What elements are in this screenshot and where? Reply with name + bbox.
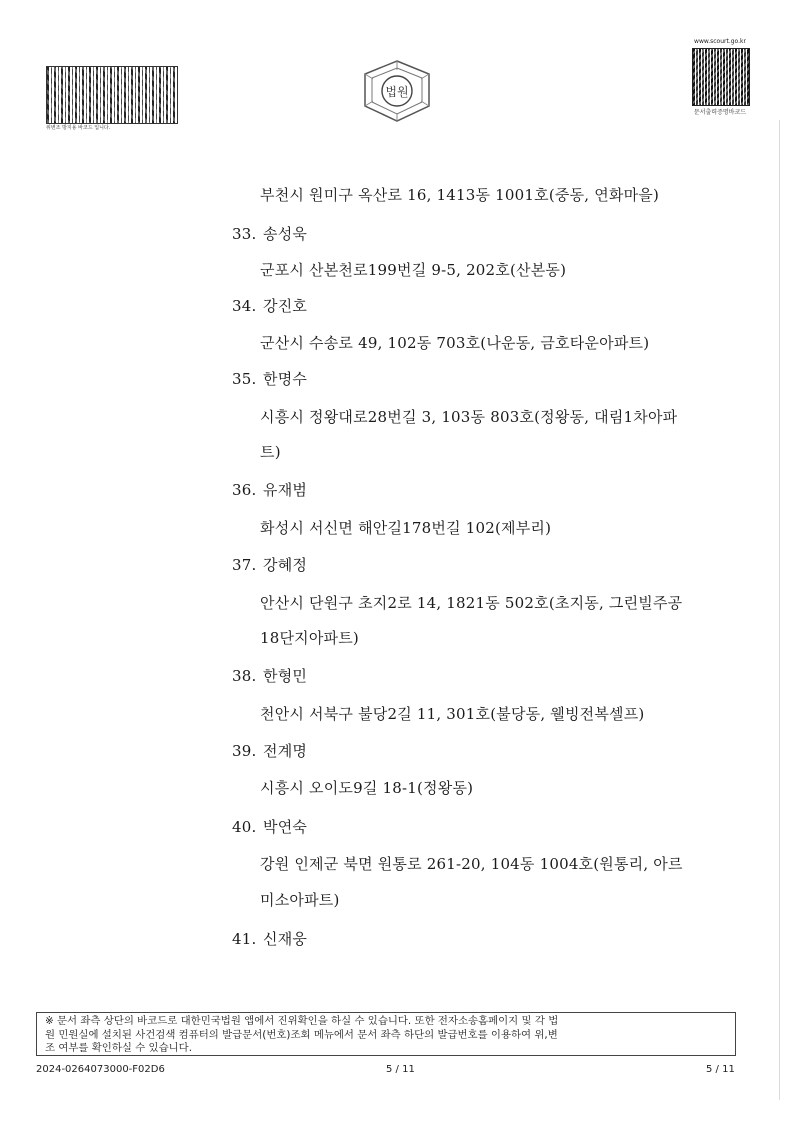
item-number: 35. [232, 370, 257, 388]
site-url: www.scourt.go.kr [694, 38, 746, 45]
person-name: 한명수 [263, 370, 308, 388]
seal-text: 법원 [385, 85, 409, 99]
person-name: 한형민 [263, 667, 308, 685]
address-line: 천안시 서북구 불당2길 11, 301호(불당동, 웰빙전복셀프) [260, 705, 645, 723]
barcode-caption: 위변조 방지용 바코드 입니다. [46, 125, 111, 131]
person-name: 전계명 [263, 742, 308, 760]
item-number: 34. [232, 297, 257, 315]
item-number: 36. [232, 481, 257, 499]
qr-code [692, 48, 750, 106]
address-line: 군포시 산본천로199번길 9-5, 202호(산본동) [260, 261, 567, 279]
address-line: 군산시 수송로 49, 102동 703호(나운동, 금호타운아파트) [260, 334, 650, 352]
court-seal-icon [358, 58, 436, 124]
address-line: 안산시 단원구 초지2로 14, 1821동 502호(초지동, 그린빌주공 [260, 594, 683, 612]
notice-line: 원 민원실에 설치된 사건검색 컴퓨터의 발급문서(번호)조회 메뉴에서 문서 좌측 하단의 발급번호를 이용하여 위,변 [45, 1028, 558, 1041]
item-number: 40. [232, 818, 257, 836]
person-name: 신재웅 [263, 930, 308, 948]
address-line: 강원 인제군 북면 원통로 261-20, 104동 1004호(원통리, 아르 [260, 855, 683, 873]
address-line: 부천시 원미구 옥산로 16, 1413동 1001호(중동, 연화마을) [260, 186, 660, 204]
item-number: 38. [232, 667, 257, 685]
page-number-center: 5 / 11 [386, 1064, 415, 1075]
notice-line: 조 여부를 확인하실 수 있습니다. [45, 1042, 192, 1055]
authentication-barcode [46, 66, 178, 124]
address-line: 시흥시 정왕대로28번길 3, 103동 803호(정왕동, 대림1차아파 [260, 408, 678, 426]
address-line: 18단지아파트) [260, 629, 359, 647]
address-line: 시흥시 오이도9길 18-1(정왕동) [260, 779, 474, 797]
address-line: 미소아파트) [260, 891, 340, 909]
notice-line: ※ 문서 좌측 상단의 바코드로 대한민국법원 앱에서 진위확인을 하실 수 있습니다. 또한 전자소송홈페이지 및 각 법 [45, 1015, 559, 1027]
address-line: 트) [260, 443, 281, 461]
page-edge-divider [779, 120, 780, 1100]
address-line: 화성시 서신면 해안길178번길 102(제부리) [260, 519, 552, 537]
item-number: 41. [232, 930, 257, 948]
person-name: 강진호 [263, 297, 308, 315]
item-number: 33. [232, 225, 257, 243]
person-name: 송성욱 [263, 225, 308, 243]
person-name: 강혜정 [263, 556, 308, 574]
qr-caption: 문서출력증명바코드 [693, 109, 747, 116]
item-number: 37. [232, 556, 257, 574]
item-number: 39. [232, 742, 257, 760]
issue-number: 2024-0264073000-F02D6 [36, 1064, 165, 1075]
page-number-right: 5 / 11 [706, 1064, 735, 1075]
verification-notice [36, 1012, 736, 1056]
person-name: 유재범 [263, 481, 308, 499]
person-name: 박연숙 [263, 818, 308, 836]
